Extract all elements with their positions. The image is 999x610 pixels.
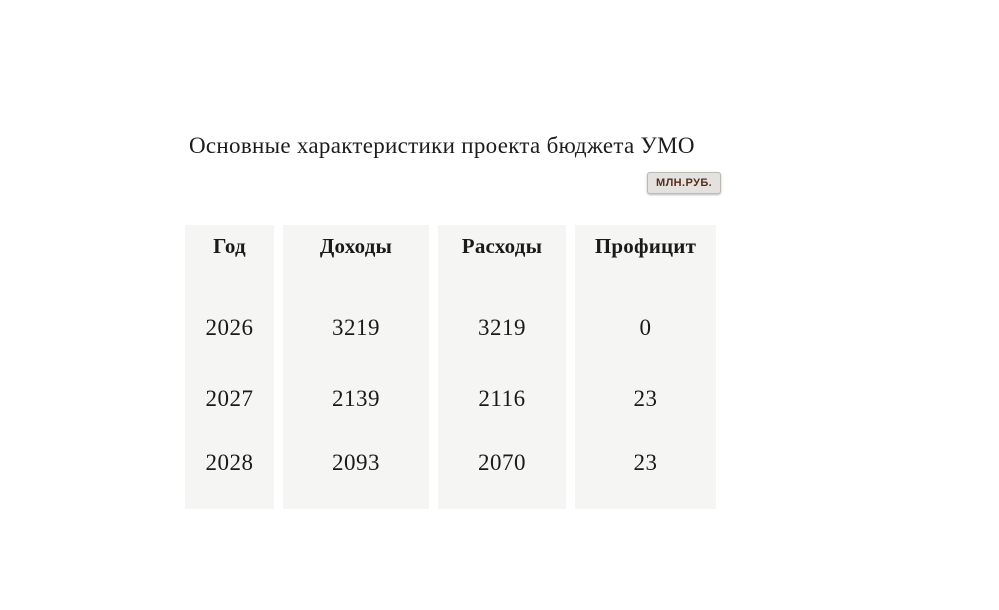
table-cell-expenses: 3219 bbox=[438, 290, 566, 365]
column-header-income: Доходы bbox=[283, 225, 429, 290]
column-header-surplus: Профицит bbox=[575, 225, 716, 290]
table-cell-surplus: 23 bbox=[575, 433, 716, 509]
table-cell-income: 3219 bbox=[283, 290, 429, 365]
table-cell-year: 2026 bbox=[185, 290, 274, 365]
table-cell-year: 2028 bbox=[185, 433, 274, 509]
table-cell-surplus: 23 bbox=[575, 365, 716, 433]
table-cell-surplus: 0 bbox=[575, 290, 716, 365]
table-cell-income: 2093 bbox=[283, 433, 429, 509]
column-header-year: Год bbox=[185, 225, 274, 290]
table-cell-year: 2027 bbox=[185, 365, 274, 433]
table-cell-expenses: 2070 bbox=[438, 433, 566, 509]
column-header-expenses: Расходы bbox=[438, 225, 566, 290]
table-cell-income: 2139 bbox=[283, 365, 429, 433]
table-cell-expenses: 2116 bbox=[438, 365, 566, 433]
unit-badge: МЛН.РУБ. bbox=[647, 172, 721, 194]
slide-title: Основные характеристики проекта бюджета УМО bbox=[189, 133, 695, 158]
budget-table bbox=[185, 225, 716, 509]
